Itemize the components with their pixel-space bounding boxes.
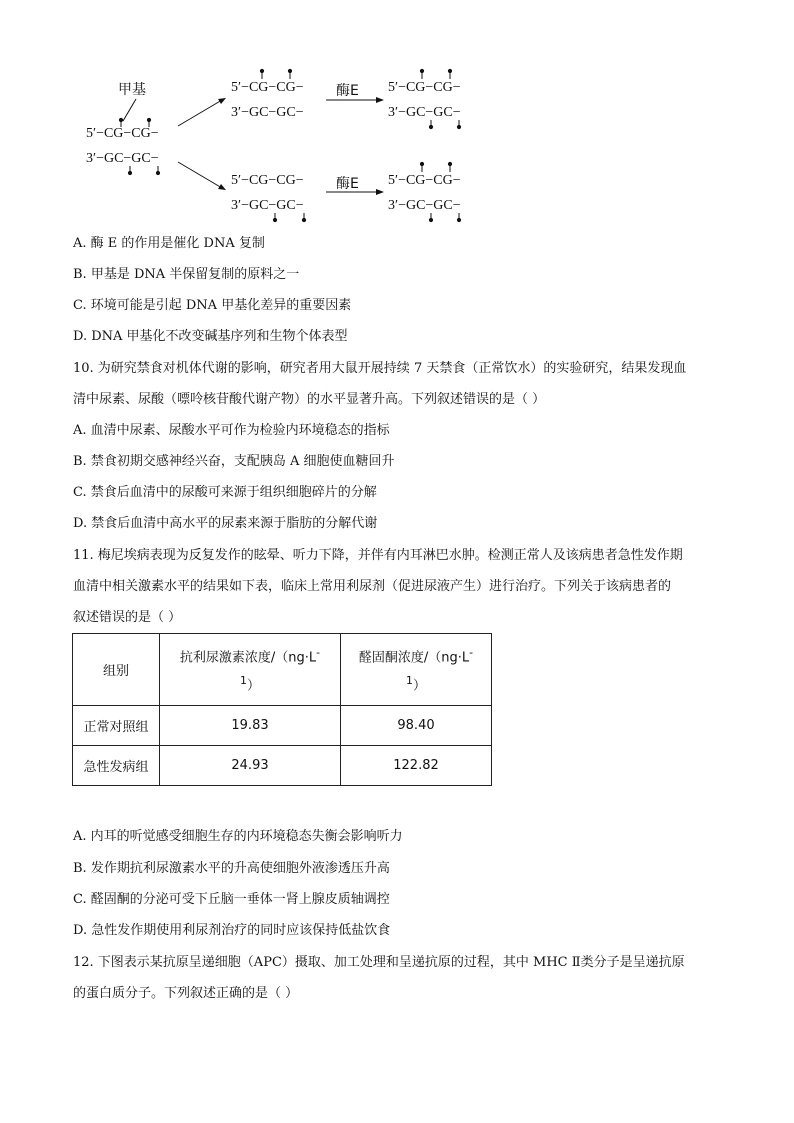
row-adh: 19.83 bbox=[160, 706, 341, 746]
mid-lower-bottom-strand: 3′−GC−GC− bbox=[231, 198, 304, 213]
header-adh: 抗利尿激素浓度/（ng·L- $^1$） bbox=[160, 634, 341, 706]
dna-methylation-diagram bbox=[0, 0, 794, 230]
arrow-down bbox=[178, 162, 222, 188]
q10-option-b: B. 禁食初期交感神经兴奋，支配胰岛 A 细胞使血糖回升 bbox=[73, 454, 395, 469]
q10-stem-line1: 10. 为研究禁食对机体代谢的影响，研究者用大鼠开展持续 7 天禁食（正常饮水）的实验研究，结果发现血 bbox=[73, 361, 687, 376]
q10-stem-line2: 清中尿素、尿酸（嘌呤核苷酸代谢产物）的水平显著升高。下列叙述错误的是（ ） bbox=[73, 392, 546, 407]
row-group: 正常对照组 bbox=[73, 706, 160, 746]
q9-option-d: D. DNA 甲基化不改变碱基序列和生物个体表型 bbox=[73, 329, 348, 344]
right-upper-bottom-strand: 3′−GC−GC− bbox=[388, 105, 461, 120]
row-group: 急性发病组 bbox=[73, 746, 160, 786]
q11-option-d: D. 急性发作期使用利尿剂治疗的同时应该保持低盐饮食 bbox=[73, 923, 391, 938]
methyl-label: 甲基 bbox=[118, 82, 146, 98]
mid-upper-methyl-marks bbox=[260, 69, 291, 79]
mid-upper-bottom-strand: 3′−GC−GC− bbox=[231, 105, 304, 120]
right-lower-top-strand: 5′−CG−CG− bbox=[388, 173, 461, 188]
q11-option-b: B. 发作期抗利尿激素水平的升高使细胞外液渗透压升高 bbox=[73, 861, 390, 876]
header-aldosterone: 醛固酮浓度/（ng·L- $^1$） bbox=[341, 634, 492, 706]
q10-option-a: A. 血清中尿素、尿酸水平可作为检验内环境稳态的指标 bbox=[73, 423, 390, 438]
header-group: 组别 bbox=[73, 634, 160, 706]
row-adh: 24.93 bbox=[160, 746, 341, 786]
q11-stem-line1: 11. 梅尼埃病表现为反复发作的眩晕、听力下降，并伴有内耳淋巴水肿。检测正常人及该病患者急性发作期 bbox=[73, 548, 683, 563]
q11-option-a: A. 内耳的听觉感受细胞生存的内环境稳态失衡会影响听力 bbox=[73, 829, 403, 844]
mid-lower-methyl-marks bbox=[273, 213, 305, 222]
arrow-up bbox=[178, 100, 222, 126]
q12-stem-line1: 12. 下图表示某抗原呈递细胞（APC）摄取、加工处理和呈递抗原的过程，其中 MHC Ⅱ类分子是呈递抗原 bbox=[73, 955, 685, 970]
enzyme-label-lower: 酶E bbox=[336, 176, 359, 192]
q9-option-c: C. 环境可能是引起 DNA 甲基化差异的重要因素 bbox=[73, 298, 352, 313]
q10-option-c: C. 禁食后血清中的尿酸可来源于组织细胞碎片的分解 bbox=[73, 485, 377, 500]
q12-stem-line2: 的蛋白质分子。下列叙述正确的是（ ） bbox=[73, 986, 299, 1001]
row-aldosterone: 98.40 bbox=[341, 706, 492, 746]
mid-upper-top-strand: 5′−CG−CG− bbox=[231, 80, 304, 95]
table-row bbox=[73, 746, 492, 786]
right-lower-bottom-strand: 3′−GC−GC− bbox=[388, 198, 461, 213]
q11-stem-line3: 叙述错误的是（ ） bbox=[73, 610, 182, 625]
left-bottom-strand: 3′−GC−GC− bbox=[86, 151, 159, 166]
q9-option-b: B. 甲基是 DNA 半保留复制的原料之一 bbox=[73, 267, 300, 282]
right-upper-top-strand: 5′−CG−CG− bbox=[388, 80, 461, 95]
hormone-table bbox=[72, 633, 492, 786]
table-row bbox=[73, 706, 492, 746]
enzyme-label-upper: 酶E bbox=[336, 83, 359, 99]
mid-lower-top-strand: 5′−CG−CG− bbox=[231, 173, 304, 188]
left-top-strand: 5′−CG−CG− bbox=[86, 126, 159, 141]
q11-option-c: C. 醛固酮的分泌可受下丘脑一垂体一肾上腺皮质轴调控 bbox=[73, 892, 390, 907]
q9-option-a: A. 酶 E 的作用是催化 DNA 复制 bbox=[73, 236, 265, 251]
q11-stem-line2: 血清中相关激素水平的结果如下表，临床上常用利尿剂（促进尿液产生）进行治疗。下列关于该病患者的 bbox=[73, 579, 672, 594]
table-header-row bbox=[73, 634, 492, 706]
row-aldosterone: 122.82 bbox=[341, 746, 492, 786]
q10-option-d: D. 禁食后血清中高水平的尿素来源于脂肪的分解代谢 bbox=[73, 516, 378, 531]
methyl-pointer bbox=[123, 99, 136, 121]
